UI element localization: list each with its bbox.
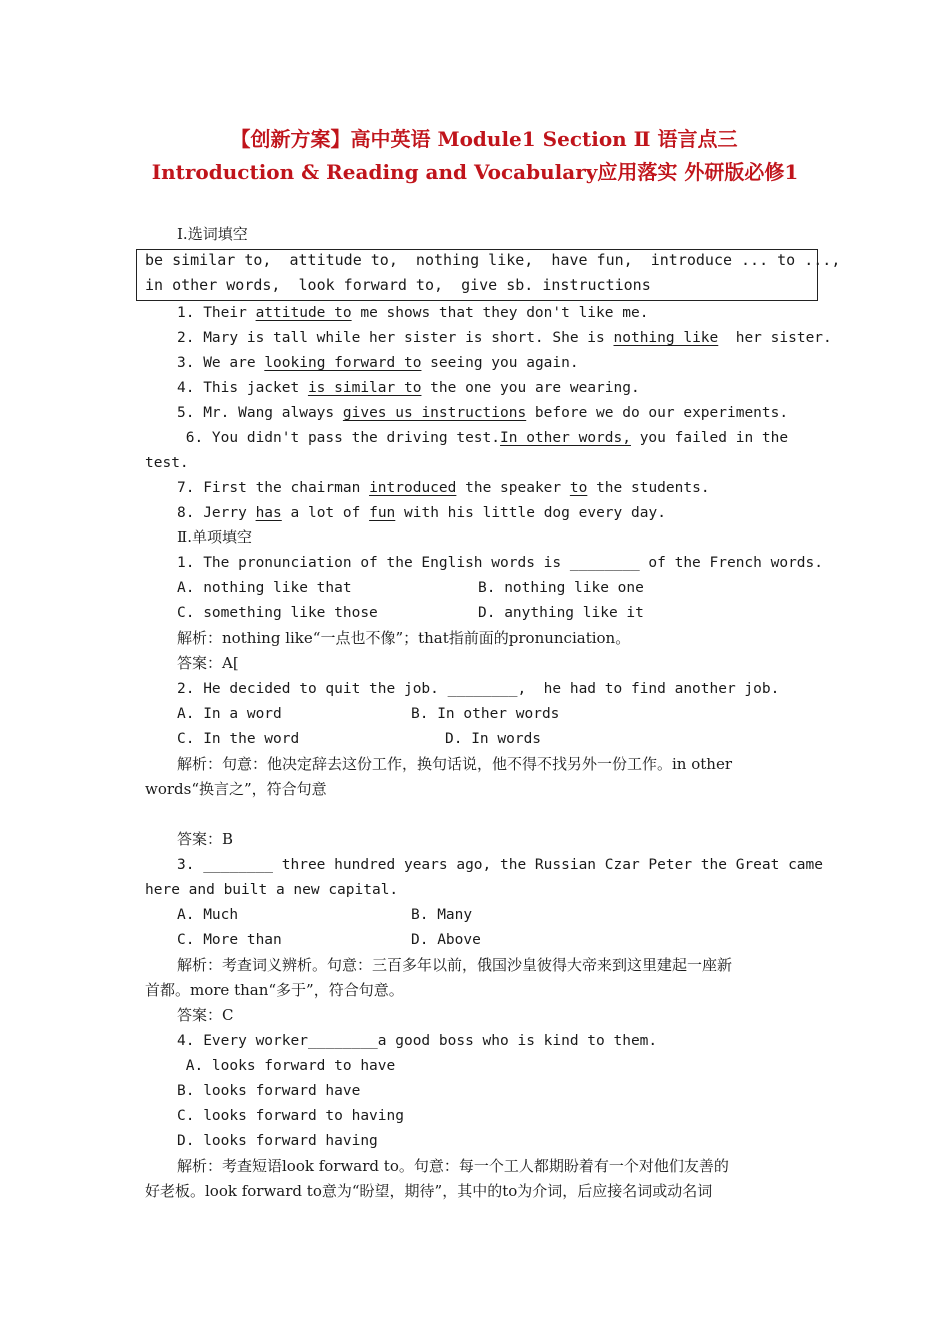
q2-analysis-line1: 解析：句意：他决定辞去这份工作，换句话说，他不得不找另外一份工作。in other xyxy=(177,755,732,773)
q2-option-b: B. In other words xyxy=(411,706,560,722)
fill-item-3: 3. We are looking forward to seeing you again. xyxy=(177,355,579,371)
q3-stem-line2: here and built a new capital. xyxy=(145,882,399,898)
fill-item-6-cont: test. xyxy=(145,455,189,471)
word-bank-row-2: in other words, look forward to, give sb. instructions xyxy=(145,276,651,294)
q4-analysis-line2: 好老板。look forward to意为“盼望，期待”，其中的to为介词，后应接名词或动名词 xyxy=(145,1182,713,1200)
q2-answer: 答案：B xyxy=(177,830,234,848)
fill-item-1: 1. Their attitude to me shows that they don't like me. xyxy=(177,305,649,321)
q4-stem: 4. Every worker________a good boss who is kind to them. xyxy=(177,1033,658,1049)
q1-stem: 1. The pronunciation of the English words is ________ of the French words. xyxy=(177,555,824,571)
section2-heading: Ⅱ.单项填空 xyxy=(177,528,252,546)
fill-item-6: 6. You didn't pass the driving test.In other words, you failed in the xyxy=(177,430,789,446)
q1-analysis: 解析：nothing like“一点也不像”；that指前面的pronunciation。 xyxy=(177,629,631,647)
q4-option-c: C. looks forward to having xyxy=(177,1108,404,1124)
q3-stem-line1: 3. ________ three hundred years ago, the Russian Czar Peter the Great came xyxy=(177,857,824,873)
fill-item-4: 4. This jacket is similar to the one you are wearing. xyxy=(177,380,640,396)
q3-option-c: C. More than xyxy=(177,932,282,948)
q2-option-d: D. In words xyxy=(445,731,542,747)
q1-answer: 答案：A[ xyxy=(177,654,239,672)
q4-option-b: B. looks forward have xyxy=(177,1083,361,1099)
q2-option-a: A. In a word xyxy=(177,706,282,722)
q4-analysis-line1: 解析：考查短语look forward to。句意：每一个工人都期盼着有一个对他们友善的 xyxy=(177,1157,729,1175)
word-bank-box xyxy=(136,249,841,301)
q4-option-d: D. looks forward having xyxy=(177,1133,378,1149)
q2-option-c: C. In the word xyxy=(177,731,300,747)
q3-option-b: B. Many xyxy=(411,907,473,923)
q3-analysis-line1: 解析：考查词义辨析。句意：三百多年以前，俄国沙皇彼得大帝来到这里建起一座新 xyxy=(177,956,733,974)
q3-option-d: D. Above xyxy=(411,932,481,948)
q3-answer: 答案：C xyxy=(177,1006,234,1024)
q4-option-a: A. looks forward to have xyxy=(177,1058,396,1074)
q1-option-c: C. something like those xyxy=(177,605,378,621)
word-bank-row-1: be similar to, attitude to, nothing like, have fun, introduce ... to ..., xyxy=(145,251,841,269)
fill-item-7: 7. First the chairman introduced the speaker to the students. xyxy=(177,480,710,496)
q3-analysis-line2: 首都。more than“多于”，符合句意。 xyxy=(145,981,404,999)
q3-option-a: A. Much xyxy=(177,907,239,923)
document-title-line1: 【创新方案】高中英语 Module1 Section Ⅱ 语言点三 xyxy=(230,127,738,151)
document-title-line2: Introduction & Reading and Vocabulary应用落实 外研版必修1 xyxy=(151,160,799,184)
q2-analysis-line2: words“换言之”，符合句意 xyxy=(145,780,327,798)
q1-option-a: A. nothing like that xyxy=(177,580,352,596)
section1-heading: Ⅰ.选词填空 xyxy=(177,225,248,243)
fill-item-8: 8. Jerry has a lot of fun with his little dog every day. xyxy=(177,505,666,521)
q1-option-d: D. anything like it xyxy=(478,605,644,621)
q2-stem: 2. He decided to quit the job. ________, he had to find another job. xyxy=(177,681,780,697)
fill-item-2: 2. Mary is tall while her sister is short. She is nothing like her sister. xyxy=(177,330,832,346)
fill-item-5: 5. Mr. Wang always gives us instructions before we do our experiments. xyxy=(177,405,789,421)
q1-option-b: B. nothing like one xyxy=(478,580,644,596)
